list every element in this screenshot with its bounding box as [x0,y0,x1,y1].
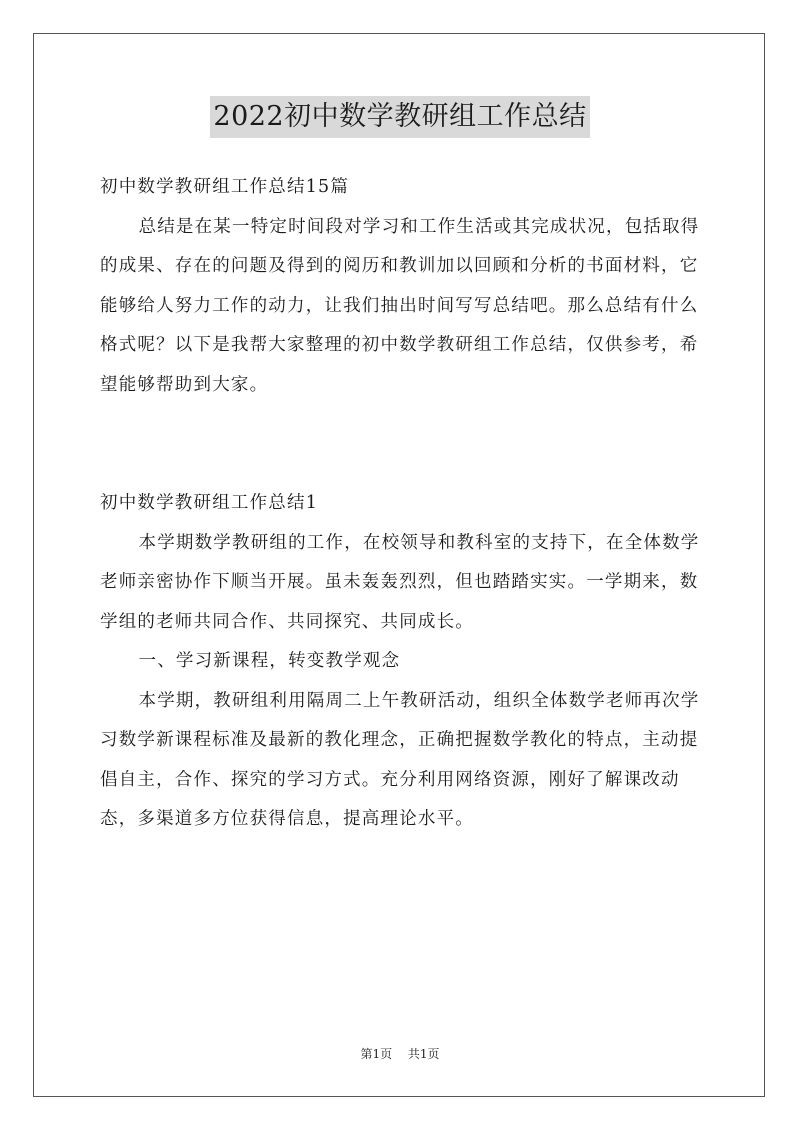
document-subtitle: 初中数学教研组工作总结15篇 [100,177,350,197]
body-paragraph: 本学期数学教研组的工作，在校领导和教科室的支持下，在全体数学老师亲密协作下顺当开展。虽未轰轰烈烈，但也踏踏实实。一学期来，数学组的老师共同合作、共同探究、共同成长。 [100,532,700,632]
intro-paragraph: 总结是在某一特定时间段对学习和工作生活或其完成状况，包括取得的成果、存在的问题及得到的阅历和教训加以回顾和分析的书面材料，它能够给人努力工作的动力，让我们抽出时间写写总结吧。那么总结有什么格式呢？以下是我帮大家整理的初中数学教研组工作总结，仅供参考，希望能够帮助到大家。 [100,216,700,395]
title-container [0,96,800,138]
point-heading: 一、学习新课程，转变教学观念 [138,651,401,671]
document-body [100,168,706,840]
body-paragraph: 本学期，教研组利用隔周二上午教研活动，组织全体数学老师再次学习数学新课程标准及最新的教化理念，正确把握数学教化的特点，主动提倡自主，合作、探究的学习方式。充分利用网络资源，刚好了解课改动态，多渠道多方位获得信息，提高理论水平。 [100,690,700,829]
section-spacer [100,405,706,484]
page-total: 共1页 [407,1047,440,1061]
document-title: 2022初中数学教研组工作总结 [210,96,589,138]
page-footer [0,1045,800,1062]
section-heading: 初中数学教研组工作总结1 [100,493,319,513]
page-number: 第1页 [360,1047,393,1061]
